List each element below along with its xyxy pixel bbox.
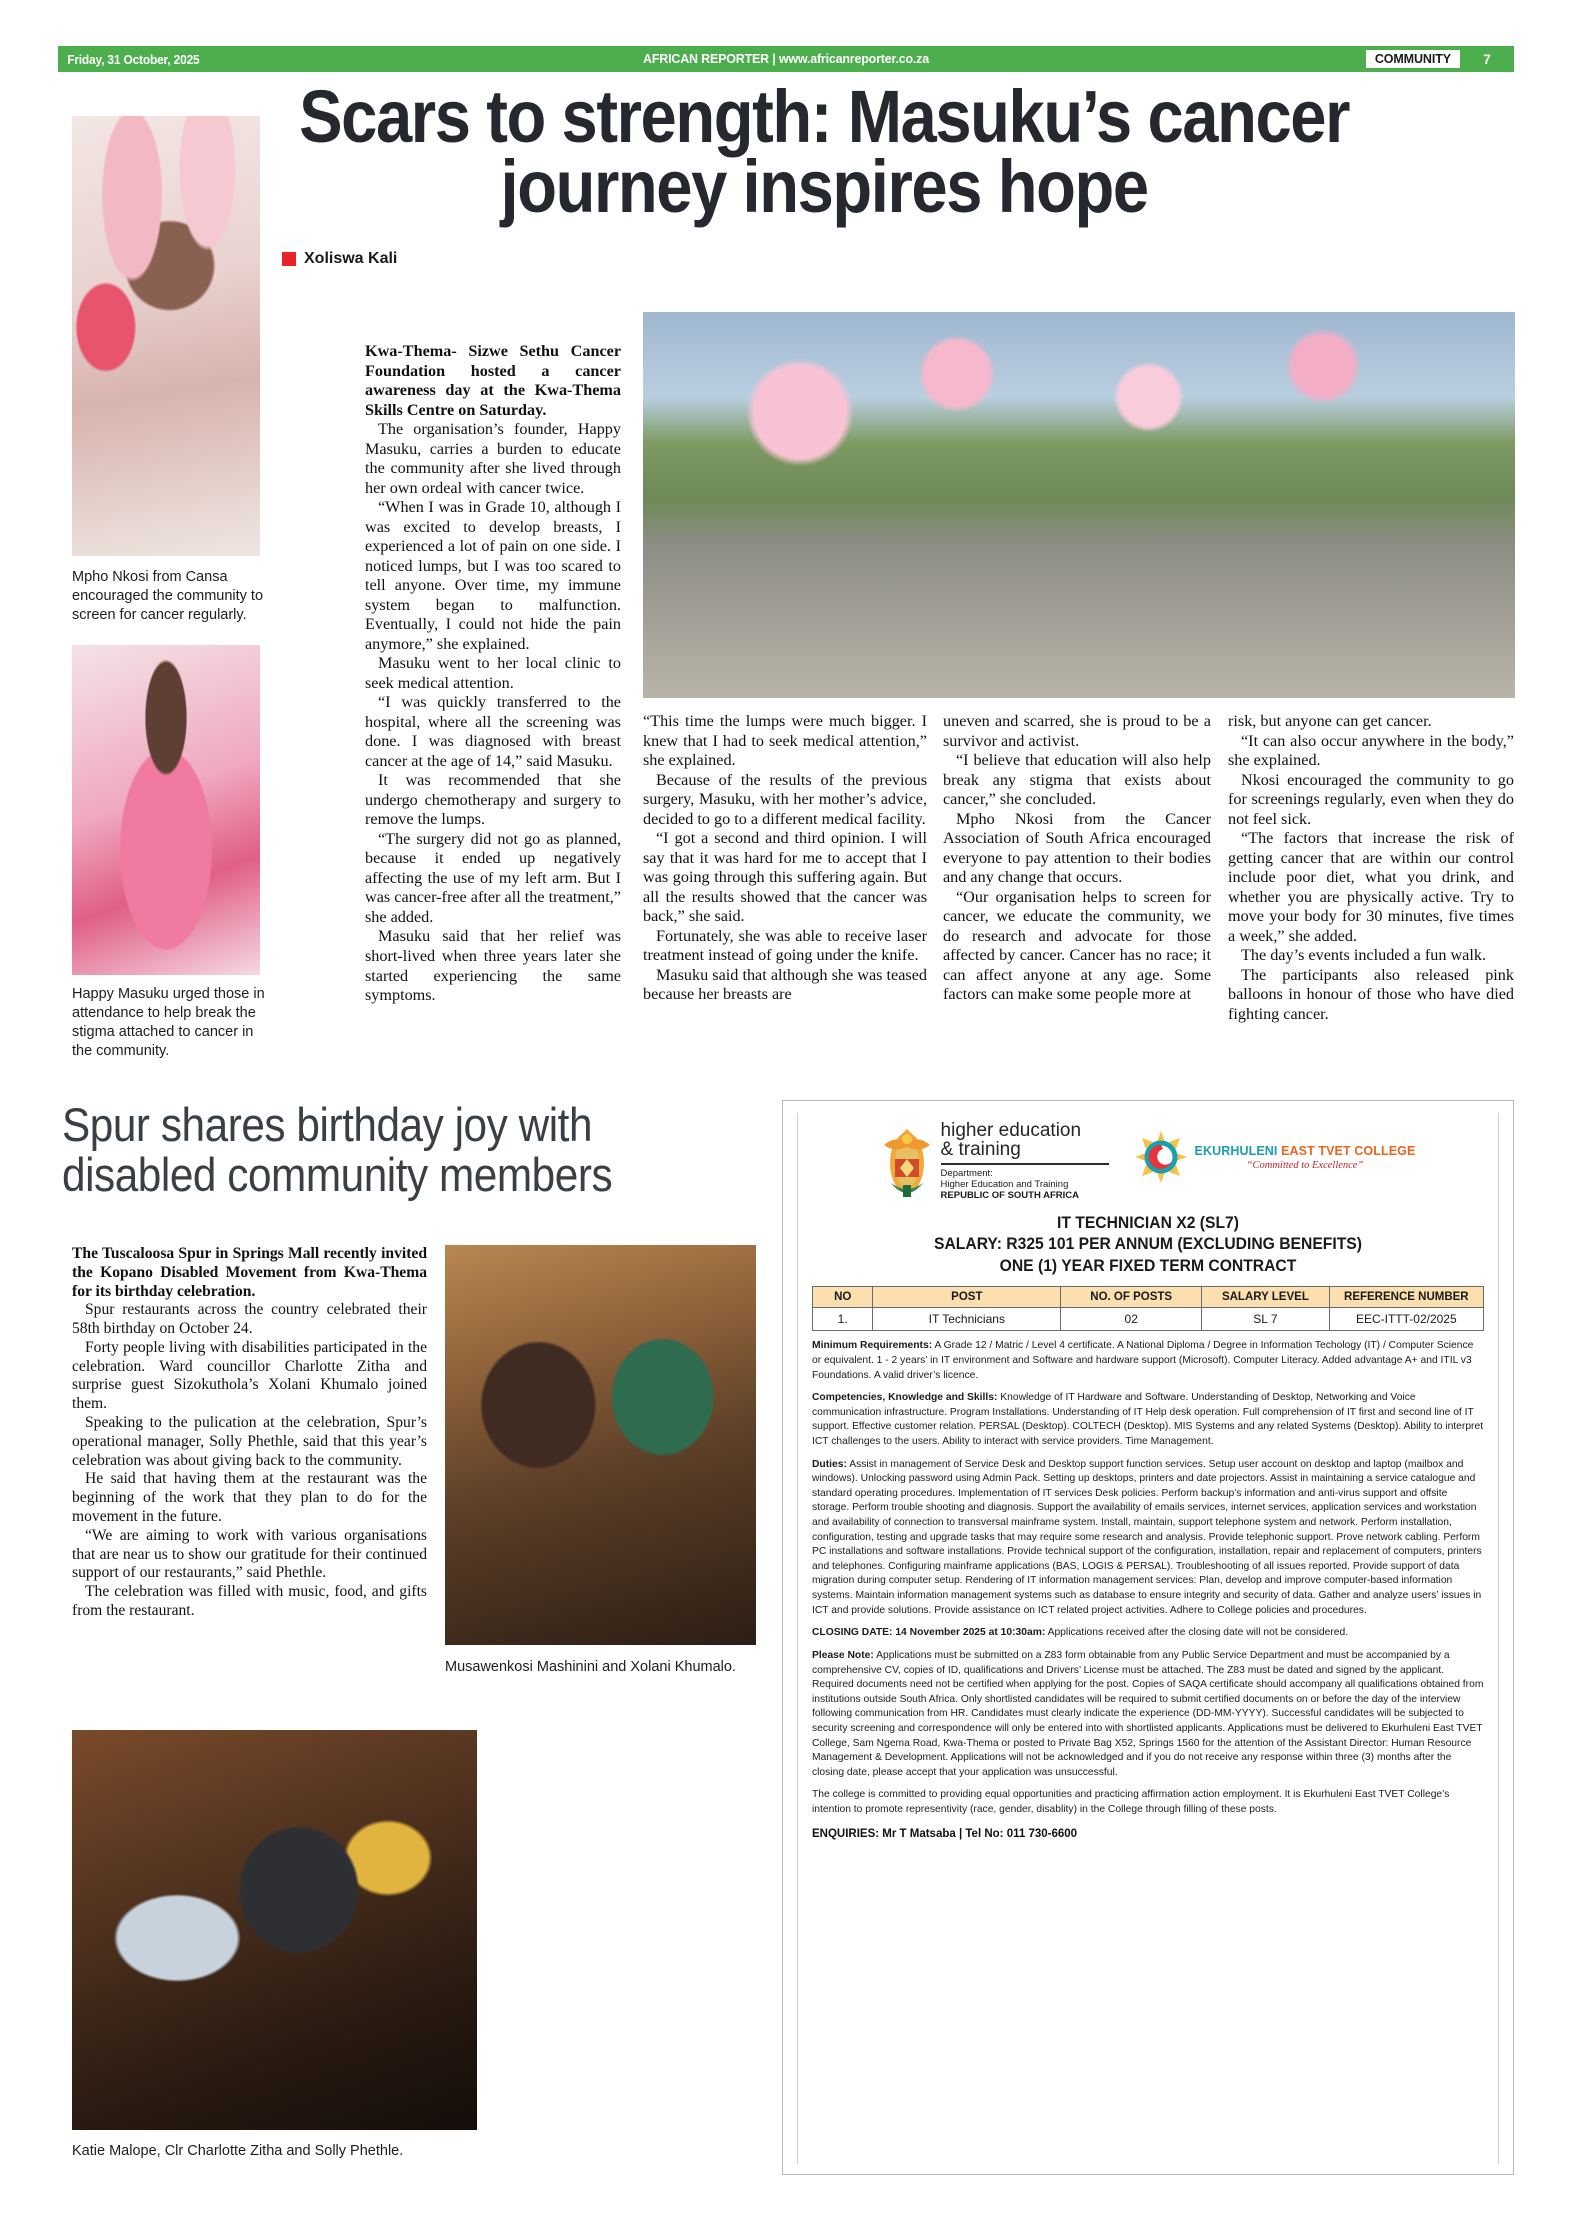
- caption-photo-happy-masuku: Happy Masuku urged those in attendance to help break the stigma attached to cancer in the community.: [72, 986, 265, 1059]
- lead-col2-p1: “This time the lumps were much bigger. I knew that I had to seek medical attention,” she explained.: [643, 712, 927, 770]
- advert-enquiries: ENQUIRIES: Mr T Matsaba | Tel No: 011 730-6600: [812, 1827, 1078, 1840]
- lead-col1-p4: “I was quickly transferred to the hospital, where all the screening was done. I was diagnosed with breast cancer at the age of 14,” said Masuku.: [365, 693, 621, 770]
- lead-col2-p3: “I got a second and third opinion. I will say that it was hard for me to accept that I was going through this suffering again. But all the results showed that the cancer was back,” she said.: [643, 829, 927, 926]
- college-name-part2: EAST TVET COLLEGE: [1281, 1143, 1416, 1158]
- th-post: POST: [873, 1287, 1061, 1308]
- advert-competencies: [812, 1391, 1484, 1449]
- duties-label: Duties:: [812, 1458, 847, 1470]
- byline: [282, 250, 397, 268]
- spur-p5: “We are aiming to work with various organisations that are near us to show our gratitude for their continued support of our restaurants,” said Phethle.: [72, 1526, 427, 1582]
- cell-post: IT Technicians: [873, 1308, 1061, 1331]
- lead-col4-p2: “It can also occur anywhere in the body,” she explained.: [1228, 731, 1514, 770]
- dhet-line-2: & training: [940, 1139, 1021, 1161]
- advert-title: [829, 1213, 1467, 1277]
- min-req-label: Minimum Requirements:: [812, 1340, 933, 1352]
- advert-closing-date: [812, 1626, 1484, 1641]
- lead-col-4: [1228, 712, 1514, 1024]
- lead-col1-p1: The organisation’s founder, Happy Masuku, carries a burden to educate the community after she lived through her own ordeal with cancer twice.: [365, 420, 621, 497]
- lead-col3-p2: “I believe that education will also help break any stigma that exists about cancer,” she concluded.: [943, 751, 1211, 809]
- masthead-publication: AFRICAN REPORTER | www.africanreporter.co.za: [643, 52, 929, 66]
- spur-p2: Forty people living with disabilities participated in the celebration. Ward councillor Charlotte Zitha and surprise guest Sizokuthola’s Xolani Khumalo joined them.: [72, 1338, 427, 1413]
- advertisement-box: [782, 1100, 1514, 2175]
- photo-mpho-nkosi: [72, 116, 260, 556]
- spur-p1: Spur restaurants across the country celebrated their 58th birthday on October 24.: [72, 1301, 427, 1338]
- lead-headline: Scars to strength: Masuku’s cancer journey inspires hope: [299, 75, 1350, 228]
- photo-katie-malope-group: [72, 1730, 477, 2130]
- duties-text: Assist in management of Service Desk and Desktop support function services. Setup user account on desktop and laptop (mailbox and windows). Unlocking password using Admin Pack. Setting up desktops, printers and date projectors. Assist in maintaining a service catalogue and standard operating procedures. Implementation of IT services Desk policies. Perform backup’s information and anti-virus support and offsite storage. Perform trouble shooting and diagnosis. Support the availability of emails services, internet services, application services and workstation and availability of connection to transversal mainframe system. Install, maintain, support telephone system and network. Perform installation, configuration, testing and upgrade tasks that may require some research and analysis. Provide telephonic support. Prove network cabling. Perform PC installations and software installations. Provide technical support of the configuration, installation, repair and replacement of computers, printers and telephones. Configuring mainframe applications (BAS, LOGIS & PERSAL). Troubleshooting of all issues reported. Provide support of data migration during computer setup. Rendering of IT information management services: Plan, develop and improve computer-based information systems. Maintain information management systems such as database to ensure integrity and security of data. Gather and analyze users’ issues in ICT and provide solutions. Provide assistance on ICT related project activities. Adhere to College policies and procedures.: [812, 1458, 1482, 1616]
- lead-col1-p3: Masuku went to her local clinic to seek medical attention.: [365, 654, 621, 692]
- college-wordmark: [1195, 1144, 1416, 1171]
- min-req-text: A Grade 12 / Matric / Level 4 certificate. A National Diploma / Degree in Information Techology (IT) / Computer Science or equivalent. 1 - 2 years’ in IT environment and Software and hardware support (Microsoft). Computer Literacy. Added advantage A+ and ITIL v3 Foundations. A valid driver’s licence.: [812, 1340, 1474, 1381]
- lead-col-2: [643, 712, 927, 1005]
- page-number: 7: [1483, 51, 1491, 67]
- advert-title-line-1: IT TECHNICIAN X2 (SL7): [1056, 1214, 1240, 1232]
- lead-col2-p5: Masuku said that although she was teased because her breasts are: [643, 965, 927, 1004]
- dhet-rule: [941, 1163, 1109, 1165]
- college-slogan: “Committed to Excellence”: [1246, 1159, 1364, 1171]
- competencies-text: Knowledge of IT Hardware and Software. Understanding of Desktop, Networking and Voice communication infrastructure. Program Installations. Understanding of IT Help desk operation. Full comprehension of IT first and second line of IT support. Effective customer relation. PERSAL (Desktop). COLTECH (Desktop). MIS Systems and any related Systems (Desktop). Ability to interpret ICT challenges to the users. Ability to interact with service providers. Time Management.: [812, 1392, 1484, 1447]
- spur-p3: Speaking to the pulication at the celebration, Spur’s operational manager, Solly Phethle, said that this year’s celebration was about giving back to the community.: [72, 1414, 427, 1469]
- caption-photo-katie-malope-group: Katie Malope, Clr Charlotte Zitha and Solly Phethle.: [72, 2143, 404, 2159]
- lead-col-1: [365, 342, 621, 1006]
- byline-author: Xoliswa Kali: [304, 250, 398, 267]
- lead-col4-p4: “The factors that increase the risk of getting cancer that are within our control include poor diet, what you drink, and whether you are physically active. Try to move your body for 30 minutes, five times a week,” she added.: [1228, 829, 1514, 945]
- advert-equal-opportunity: The college is committed to providing equal opportunities and practicing affirmation action employment. It is Ekurhuleni East TVET College’s intention to promote representivity (race, gender, disablity) in the College through filling of these posts.: [812, 1789, 1450, 1815]
- lead-col4-p5: The day’s events included a fun walk.: [1241, 946, 1486, 965]
- caption-photo-mashinini-khumalo: Musawenkosi Mashinini and Xolani Khumalo.: [445, 1659, 736, 1675]
- lead-col1-p6: “The surgery did not go as planned, because it ended up negatively affecting the use of my left arm. But I was cancer-free after all the treatment,” she added.: [365, 829, 621, 926]
- th-salary: SALARY LEVEL: [1202, 1287, 1329, 1308]
- spur-p6: The celebration was filled with music, food, and gifts from the restaurant.: [72, 1583, 427, 1619]
- dhet-logo: [881, 1119, 1109, 1203]
- photo-mashinini-khumalo: [445, 1245, 756, 1645]
- spur-headline: Spur shares birthday joy with disabled community members: [62, 1098, 613, 1202]
- photo-balloon-walk: [643, 312, 1515, 698]
- note-label: Please Note:: [812, 1649, 874, 1661]
- south-africa-coat-of-arms-icon: [881, 1119, 933, 1203]
- section-badge: COMMUNITY: [1366, 50, 1460, 69]
- advert-title-line-2: SALARY: R325 101 PER ANNUM (EXCLUDING BENEFITS): [934, 1235, 1362, 1254]
- college-name-part1: EKURHULENI: [1194, 1143, 1278, 1158]
- th-reference: REFERENCE NUMBER: [1329, 1287, 1483, 1308]
- advert-minimum-requirements: [812, 1339, 1484, 1383]
- lead-col2-p4: Fortunately, she was able to receive laser treatment instead of going under the knife.: [643, 926, 927, 965]
- advert-title-line-3: ONE (1) YEAR FIXED TERM CONTRACT: [999, 1256, 1297, 1275]
- dhet-wordmark: [941, 1121, 1109, 1201]
- lead-col4-p3: Nkosi encouraged the community to go for screenings regularly, even when they do not feel sick.: [1228, 770, 1514, 828]
- lead-col4-p1: risk, but anyone can get cancer.: [1228, 712, 1432, 730]
- lead-col3-p4: “Our organisation helps to screen for cancer, we educate the community, we do research and advocate for those affected by cancer. Cancer has no race; it can affect anyone at any age. Some factors can make some people more at: [943, 887, 1211, 1004]
- advert-post-table: [812, 1286, 1484, 1331]
- masthead-bar: [58, 46, 1514, 72]
- cell-salary: SL 7: [1202, 1308, 1329, 1331]
- th-no: NO: [813, 1287, 873, 1308]
- lead-col4-p6: The participants also released pink balloons in honour of those who have died fighting cancer.: [1228, 965, 1514, 1023]
- byline-marker-icon: [282, 252, 296, 266]
- dhet-dept-2: Higher Education and Training: [940, 1178, 1069, 1190]
- photo-happy-masuku: [72, 645, 260, 975]
- note-text: Applications must be submitted on a Z83 form obtainable from any Public Service Department and must be accompanied by a comprehensive CV, copies of ID, qualifications and Drivers’ License must be attached. The Z83 must be dated and signed by the applicant. Required documents need not be certified when applying for the post. Copies of SAQA certificate should accompany all qualifications obtained from institutions outside South Africa. Only shortlisted candidates will be required to submit certified documents on or before the day of the interview following communication from HR. Candidates must clearly indicate the experience (DD-MM-YYYY). Successful candidates will be subjected to security screening and correspondence will only be entered into with shortlisted applicants. Applications must be delivered to Ekurhuleni East TVET College, Sam Ngema Road, Kwa-Thema or posted to Private Bag X52, Springs 1560 for the attention of the Assistant Director: Human Resource Management & Development. Applications will not be acknowledged and if you do not receive any response within three (3) months after the closing date, please accept that your application was unsuccessful.: [812, 1649, 1484, 1778]
- table-header-row: [813, 1287, 1484, 1308]
- cell-reference: EEC-ITTT-02/2025: [1329, 1308, 1483, 1331]
- lead-col2-p2: Because of the results of the previous surgery, Masuku, with her mother’s advice, decided to go to a different medical facility.: [643, 770, 927, 828]
- closing-label: CLOSING DATE: 14 November 2025 at 10:30am:: [812, 1627, 1046, 1639]
- closing-text: Applications received after the closing date will not be considered.: [1045, 1627, 1349, 1639]
- dhet-dept-1: Department:: [940, 1167, 993, 1179]
- advertisement-logos: [812, 1113, 1484, 1203]
- lead-col1-p2: “When I was in Grade 10, although I was excited to develop breasts, I experienced a lot of pain on one side. I noticed lumps, but I was too scared to tell anyone. Over time, my immune system began to malfunction. Eventually, I could not hide the pain anymore,” she explained.: [365, 498, 621, 653]
- lead-col3-p1: uneven and scarred, she is proud to be a survivor and activist.: [943, 712, 1211, 750]
- lead-col3-p3: Mpho Nkosi from the Cancer Association of South Africa encouraged everyone to pay attention to their bodies and any change that occurs.: [943, 809, 1211, 887]
- table-row: [813, 1308, 1484, 1331]
- dhet-dept-3: REPUBLIC OF SOUTH AFRICA: [940, 1189, 1079, 1201]
- advert-duties: [812, 1458, 1484, 1619]
- dhet-line-1: higher education: [940, 1119, 1082, 1141]
- th-no-posts: NO. OF POSTS: [1061, 1287, 1202, 1308]
- lead-col-3: [943, 712, 1211, 1005]
- spur-p4: He said that having them at the restaurant was the beginning of the work that they plan to do for the movement in the future.: [72, 1470, 427, 1525]
- ekurhuleni-college-logo: [1135, 1131, 1416, 1183]
- competencies-label: Competencies, Knowledge and Skills:: [812, 1392, 998, 1404]
- advertisement-inner: [797, 1113, 1499, 2164]
- advert-please-note: [812, 1649, 1484, 1780]
- cell-no: 1.: [813, 1308, 873, 1331]
- sunburst-swirl-icon: [1135, 1131, 1187, 1183]
- lead-paragraph: Kwa-Thema- Sizwe Sethu Cancer Foundation hosted a cancer awareness day at the Kwa-Thema Skills Centre on Saturday.: [365, 342, 621, 419]
- spur-lead: The Tuscaloosa Spur in Springs Mall recently invited the Kopano Disabled Movement from Kwa-Thema for its birthday celebration.: [72, 1245, 427, 1300]
- caption-photo-mpho-nkosi: Mpho Nkosi from Cansa encouraged the community to screen for cancer regularly.: [72, 569, 264, 623]
- masthead-date: Friday, 31 October, 2025: [67, 51, 200, 67]
- cell-no-posts: 02: [1061, 1308, 1202, 1331]
- lead-col1-p5: It was recommended that she undergo chemotherapy and surgery to remove the lumps.: [365, 771, 621, 829]
- spur-col-1: [72, 1245, 427, 1621]
- lead-col1-p7: Masuku said that her relief was short-lived when three years later she started experiencing the same symptoms.: [365, 927, 621, 1005]
